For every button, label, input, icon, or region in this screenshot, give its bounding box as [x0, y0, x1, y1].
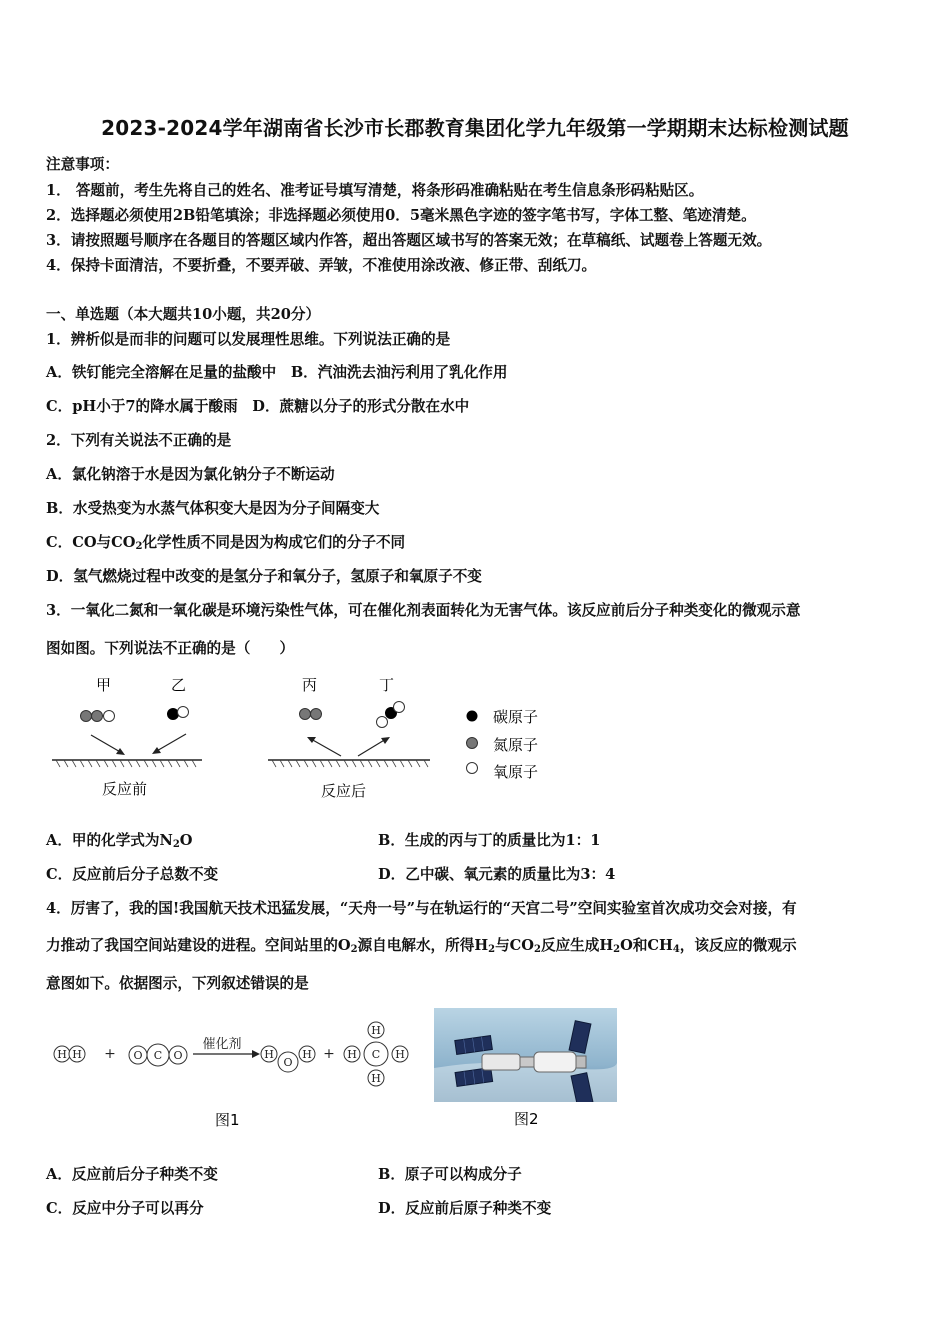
q4-sub-h2o: 2	[613, 944, 621, 955]
plus-sign: +	[104, 1046, 116, 1062]
notice-item-1: 1． 答题前，考生先将自己的姓名、准考证号填写清楚，将条形码准确粘贴在考生信息条形码粘贴区。	[46, 182, 704, 199]
legend-oxygen: 氧原子	[493, 763, 539, 781]
atom-o: O	[283, 1056, 293, 1069]
q4-figure-1	[50, 1015, 425, 1135]
q2-option-a: A．氯化钠溶于水是因为氯化钠分子不断运动	[46, 466, 335, 483]
legend-nitrogen: 氮原子	[493, 736, 539, 754]
molecule-yi	[168, 707, 189, 720]
q4-sub-h2: 2	[488, 944, 496, 955]
atom-h: H	[302, 1048, 312, 1061]
q3-option-a-sub: 2	[172, 839, 180, 850]
q3-option-c: C．反应前后分子总数不变	[46, 866, 219, 883]
plus-sign: +	[323, 1046, 335, 1062]
legend	[467, 708, 539, 781]
molecule-jia	[81, 711, 115, 722]
notice-item-3: 3．请按照题号顺序在各题目的答题区域内作答，超出答题区域书写的答案无效；在草稿纸、试题卷上答题无效。	[46, 232, 772, 249]
q4-stem-line1: 4．厉害了，我的国!我国航天技术迅猛发展，“天舟一号”与在轨运行的“天宫二号”空间实验室首次成功交会对接，有	[46, 900, 797, 917]
q3-reaction-figure	[46, 668, 566, 804]
q3-option-b: B．生成的丙与丁的质量比为1：1	[378, 832, 601, 849]
notice-item-2: 2．选择题必须使用2B铅笔填涂；非选择题必须使用0．5毫米黑色字迹的签字笔书写，字体工整、笔迹清楚。	[46, 207, 756, 224]
q2-stem: 2．下列有关说法不正确的是	[46, 432, 232, 449]
q4-stem2-e: O和CH	[620, 937, 673, 954]
q2-option-c	[46, 531, 405, 552]
q4-stem2-c: 与CO	[495, 937, 534, 954]
figure-1-caption: 图1	[215, 1111, 240, 1129]
q2-option-b: B．水受热变为水蒸气体积变大是因为分子间隔变大	[46, 500, 380, 517]
q3-option-d: D．乙中碳、氧元素的质量比为3：4	[378, 866, 616, 883]
molecule-co2	[129, 1044, 187, 1066]
q4-stem2-f: ，该反应的微观示	[679, 937, 797, 954]
q2-option-c-sub: 2	[135, 541, 143, 552]
q4-stem-line3: 意图如下。依据图示，下列叙述错误的是	[46, 975, 309, 992]
molecule-bing	[300, 709, 322, 720]
catalyst-label: 催化剂	[202, 1037, 242, 1052]
atom-h: H	[57, 1048, 67, 1061]
molecule-ding	[377, 702, 405, 728]
q1-options-cd: C．pH小于7的降水属于酸雨 D．蔗糖以分子的形式分散在水中	[46, 398, 470, 415]
q4-option-c: C．反应中分子可以再分	[46, 1200, 204, 1217]
q3-option-a-pre: A．甲的化学式为N	[46, 832, 173, 849]
notice-item-4: 4．保持卡面清洁，不要折叠，不要弄破、弄皱，不准使用涂改液、修正带、刮纸刀。	[46, 257, 597, 274]
q3-stem-line1: 3．一氧化二氮和一氧化碳是环境污染性气体，可在催化剂表面转化为无害气体。该反应前后分子种类变化的微观示意	[46, 602, 801, 619]
molecule-h2-reactant	[54, 1046, 85, 1062]
q4-stem2-b: 源自电解水，所得H	[357, 937, 489, 954]
label-yi: 乙	[171, 676, 187, 694]
atom-c: C	[153, 1049, 163, 1062]
label-after: 反应后	[321, 782, 367, 800]
label-ding: 丁	[379, 676, 395, 694]
q2-option-d: D．氢气燃烧过程中改变的是氢分子和氧分子，氢原子和氧原子不变	[46, 568, 482, 585]
q3-stem-line2: 图如图。下列说法不正确的是（ ）	[46, 640, 295, 657]
q4-stem-line2	[46, 934, 797, 955]
q1-options-ab: A．铁钉能完全溶解在足量的盐酸中 B．汽油洗去油污利用了乳化作用	[46, 364, 508, 381]
legend-carbon: 碳原子	[493, 708, 539, 726]
label-jia: 甲	[96, 676, 112, 694]
q1-stem: 1．辨析似是而非的问题可以发展理性思维。下列说法正确的是	[46, 331, 451, 348]
atom-o: O	[173, 1049, 183, 1062]
q3-option-a	[46, 829, 193, 850]
atom-h: H	[395, 1048, 405, 1061]
label-bing: 丙	[302, 676, 318, 694]
atom-h: H	[371, 1024, 381, 1037]
section-heading: 一、单选题（本大题共10小题，共20分）	[46, 306, 321, 323]
q4-option-d: D．反应前后原子种类不变	[378, 1200, 552, 1217]
atom-o: O	[133, 1049, 143, 1062]
q4-figure-2-space-station	[434, 1008, 619, 1133]
q4-stem2-d: 反应生成H	[540, 937, 614, 954]
q4-stem2-a: 力推动了我国空间站建设的进程。空间站里的O	[46, 937, 351, 954]
notice-heading: 注意事项：	[46, 156, 119, 173]
atom-h: H	[347, 1048, 357, 1061]
figure-2-caption: 图2	[514, 1110, 539, 1128]
q2-option-c-pre: C．CO与CO	[46, 534, 136, 551]
label-before: 反应前	[102, 780, 148, 798]
atom-c: C	[371, 1048, 381, 1061]
q4-sub-co2: 2	[534, 944, 541, 955]
q4-sub-ch4: 4	[672, 944, 680, 955]
q3-option-a-post: O	[179, 832, 193, 849]
molecule-h2o	[261, 1046, 315, 1072]
q4-option-a: A．反应前后分子种类不变	[46, 1166, 218, 1183]
exam-title: 2023-2024学年湖南省长沙市长郡教育集团化学九年级第一学期期末达标检测试题	[101, 116, 849, 140]
atom-h: H	[371, 1072, 381, 1085]
molecule-ch4	[344, 1022, 408, 1086]
q2-option-c-post: 化学性质不同是因为构成它们的分子不同	[142, 534, 406, 551]
q4-option-b: B．原子可以构成分子	[378, 1166, 522, 1183]
atom-h: H	[264, 1048, 274, 1061]
atom-h: H	[72, 1048, 82, 1061]
q4-sub-o2: 2	[350, 944, 358, 955]
